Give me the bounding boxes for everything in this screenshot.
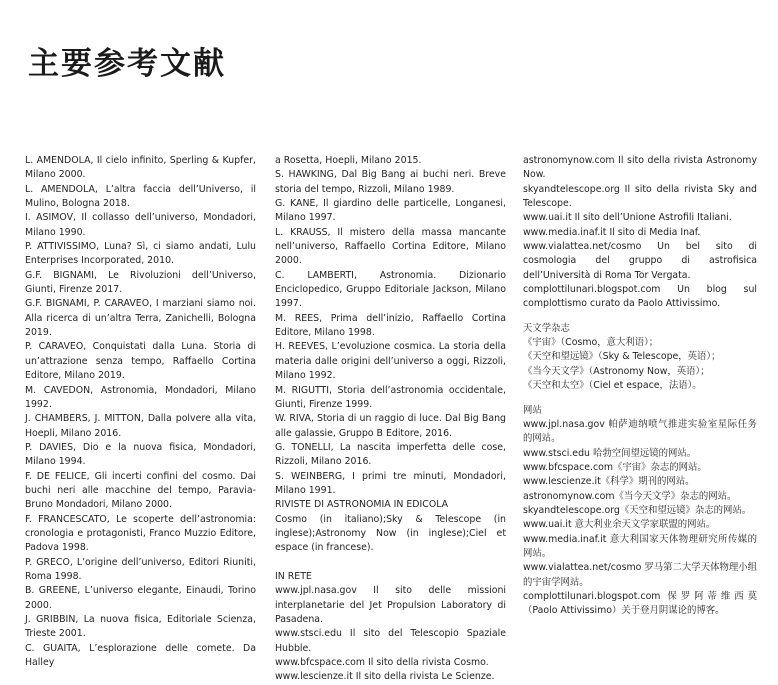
reference-entry: S. WEINBERG, I primi tre minuti, Mondadori, Milano 1991. bbox=[275, 470, 506, 496]
website-entry: complottilunari.blogspot.com Un blog sul complottismo curato da Paolo Attivissimo. bbox=[523, 284, 757, 310]
reference-entry: B. GREENE, L’universo elegante, Einaudi, Torino 2000. bbox=[25, 585, 256, 611]
websites-heading: 网站 bbox=[523, 404, 542, 416]
magazine-entry: 《当今天文学》（Astronomy Now，英语）； bbox=[523, 365, 710, 377]
reference-entry: G. KANE, Il giardino delle particelle, Longanesi, Milano 1997. bbox=[275, 198, 506, 224]
website-entry: astronomynow.com《当今天文学》杂志的网站。 bbox=[523, 490, 737, 502]
website-entry: www.bfcspace.com Il sito della rivista Cosmo. bbox=[275, 657, 489, 669]
magazines-list: Cosmo (in italiano);Sky & Telescope (in inglese);Astronomy Now (in inglese);Ciel et espace (in francese). bbox=[275, 513, 506, 554]
reference-entry: a Rosetta, Hoepli, Milano 2015. bbox=[275, 155, 422, 166]
reference-entry: M. CAVEDON, Astronomia, Mondadori, Milano 1992. bbox=[25, 384, 256, 410]
website-entry: skyandtelescope.org Il sito della rivista Sky and Telescope. bbox=[523, 183, 757, 210]
references-column-3 bbox=[523, 154, 757, 619]
reference-entry: L. AMENDOLA, Il cielo infinito, Sperling & Kupfer, Milano 2000. bbox=[25, 155, 256, 181]
reference-entry: M. RIGUTTI, Storia dell’astronomia occidentale, Giunti, Firenze 1999. bbox=[275, 384, 506, 410]
reference-entry: P. GRECO, L’origine dell’universo, Editori Riuniti, Roma 1998. bbox=[25, 556, 256, 582]
website-entry: www.stsci.edu Il sito del Telescopio Spaziale Hubble. bbox=[275, 628, 506, 654]
spacer bbox=[523, 394, 757, 404]
website-entry: www.media.inaf.it Il sito di Media Inaf. bbox=[523, 226, 701, 238]
reference-entry: F. FRANCESCATO, Le scoperte dell’astronomia: cronologia e protagonisti, Franco Muzzio Editore, Padova 1998. bbox=[25, 513, 256, 554]
reference-entry: I. ASIMOV, Il collasso dell’universo, Mondadori, Milano 1990. bbox=[25, 212, 256, 238]
reference-entry: J. GRIBBIN, La nuova fisica, Editoriale Scienza, Trieste 2001. bbox=[25, 614, 256, 640]
reference-entry: W. RIVA, Storia di un raggio di luce. Dal Big Bang alle galassie, Gruppo B Editore, 2016. bbox=[275, 413, 506, 439]
references-column-1 bbox=[25, 154, 256, 670]
page-title: 主要参考文献 bbox=[28, 46, 226, 82]
website-entry: www.uai.it Il sito dell’Unione Astrofili Italiani. bbox=[523, 212, 732, 224]
website-entry: astronomynow.com Il sito della rivista Astronomy Now. bbox=[523, 155, 757, 181]
reference-entry: C. GUAITA, L’esplorazione delle comete. Da Halley bbox=[25, 642, 256, 669]
reference-entry: M. REES, Prima dell’inizio, Raffaello Cortina Editore, Milano 1998. bbox=[275, 312, 506, 339]
reference-entry: G.F. BIGNAMI, P. CARAVEO, I marziani siamo noi. Alla ricerca di un’altra Terra, Zanichelli, Bologna 2019. bbox=[25, 298, 256, 339]
website-entry: www.lescienze.it《科学》期刊的网站。 bbox=[523, 476, 695, 488]
reference-entry: P. CARAVEO, Conquistati dalla Luna. Storia di un’attrazione senza tempo, Raffaello Cortina Editore, Milano 2019. bbox=[25, 341, 256, 382]
magazine-entry: 《天空和太空》（Ciel et espace，法语）。 bbox=[523, 380, 702, 392]
website-entry: www.bfcspace.com《宇宙》杂志的网站。 bbox=[523, 461, 707, 473]
reference-entry: G.F. BIGNAMI, Le Rivoluzioni dell’Universo, Giunti, Firenze 2017. bbox=[25, 269, 256, 296]
website-entry: www.jpl.nasa.gov 帕萨迪纳喷气推进实验室星际任务的网站。 bbox=[523, 418, 757, 445]
reference-entry: J. CHAMBERS, J. MITTON, Dalla polvere alla vita, Hoepli, Milano 2016. bbox=[25, 413, 256, 439]
website-entry: www.vialattea.net/cosmo Un bel sito di cosmologia del gruppo di astrofisica dell’Università di Roma Tor Vergata. bbox=[523, 241, 757, 281]
spacer bbox=[523, 312, 757, 322]
reference-entry: L. AMENDOLA, L’altra faccia dell’Universo, il Mulino, Bologna 2018. bbox=[25, 183, 256, 210]
reference-entry: G. TONELLI, La nascita imperfetta delle cose, Rizzoli, Milano 2016. bbox=[275, 441, 506, 468]
reference-entry: C. LAMBERTI, Astronomia. Dizionario Enciclopedico, Gruppo Editoriale Jackson, Milano 1997. bbox=[275, 269, 506, 310]
spacer bbox=[275, 556, 506, 570]
website-entry: www.lescienze.it Il sito della rivista Le Scienze. bbox=[275, 671, 495, 683]
reference-entry: F. DE FELICE, Gli incerti confini del cosmo. Dai buchi neri alle macchine del tempo, Paravia-Bruno Mondadori, Milano 2000. bbox=[25, 470, 256, 511]
website-entry: www.uai.it 意大利业余天文学家联盟的网站。 bbox=[523, 519, 716, 531]
references-column-2 bbox=[275, 154, 506, 685]
magazine-entry: 《天空和望远镜》（Sky & Telescope，英语）； bbox=[523, 351, 721, 363]
magazine-entry: 《宇宙》（Cosmo，意大利语）； bbox=[523, 337, 659, 349]
online-heading: IN RETE bbox=[275, 570, 312, 582]
website-entry: www.jpl.nasa.gov Il sito delle missioni interplanetarie del Jet Propulsion Laboratory di Pasadena. bbox=[275, 585, 506, 625]
website-entry: www.vialattea.net/cosmo 罗马第二大学天体物理小组的宇宙学网站。 bbox=[523, 562, 757, 588]
reference-entry: S. HAWKING, Dal Big Bang ai buchi neri. Breve storia del tempo, Rizzoli, Milano 1989. bbox=[275, 169, 506, 195]
website-entry: skyandtelescope.org《天空和望远镜》杂志的网站。 bbox=[523, 504, 752, 516]
magazines-heading: RIVISTE DI ASTRONOMIA IN EDICOLA bbox=[275, 499, 449, 511]
reference-entry: L. KRAUSS, Il mistero della massa mancante nell’universo, Raffaello Cortina Editore, Milano 2000. bbox=[275, 226, 506, 267]
website-entry: www.stsci.edu 哈勃空间望远镜的网站。 bbox=[523, 447, 697, 459]
reference-entry: P. ATTIVISSIMO, Luna? Sì, ci siamo andati, Lulu Enterprises Incorporated, 2010. bbox=[25, 241, 256, 267]
reference-entry: H. REEVES, L’evoluzione cosmica. La storia della materia dalle origini dell’universo a oggi, Rizzoli, Milano 1992. bbox=[275, 341, 506, 382]
website-entry: www.media.inaf.it 意大利国家天体物理研究所传媒的网站。 bbox=[523, 533, 757, 559]
website-entry: complottilunari.blogspot.com 保罗阿蒂维西莫（Paolo Attivissimo）关于登月阴谋论的博客。 bbox=[523, 590, 757, 617]
reference-entry: P. DAVIES, Dio e la nuova fisica, Mondadori, Milano 1994. bbox=[25, 441, 256, 468]
astronomy-magazines-heading: 天文学杂志 bbox=[523, 322, 570, 334]
